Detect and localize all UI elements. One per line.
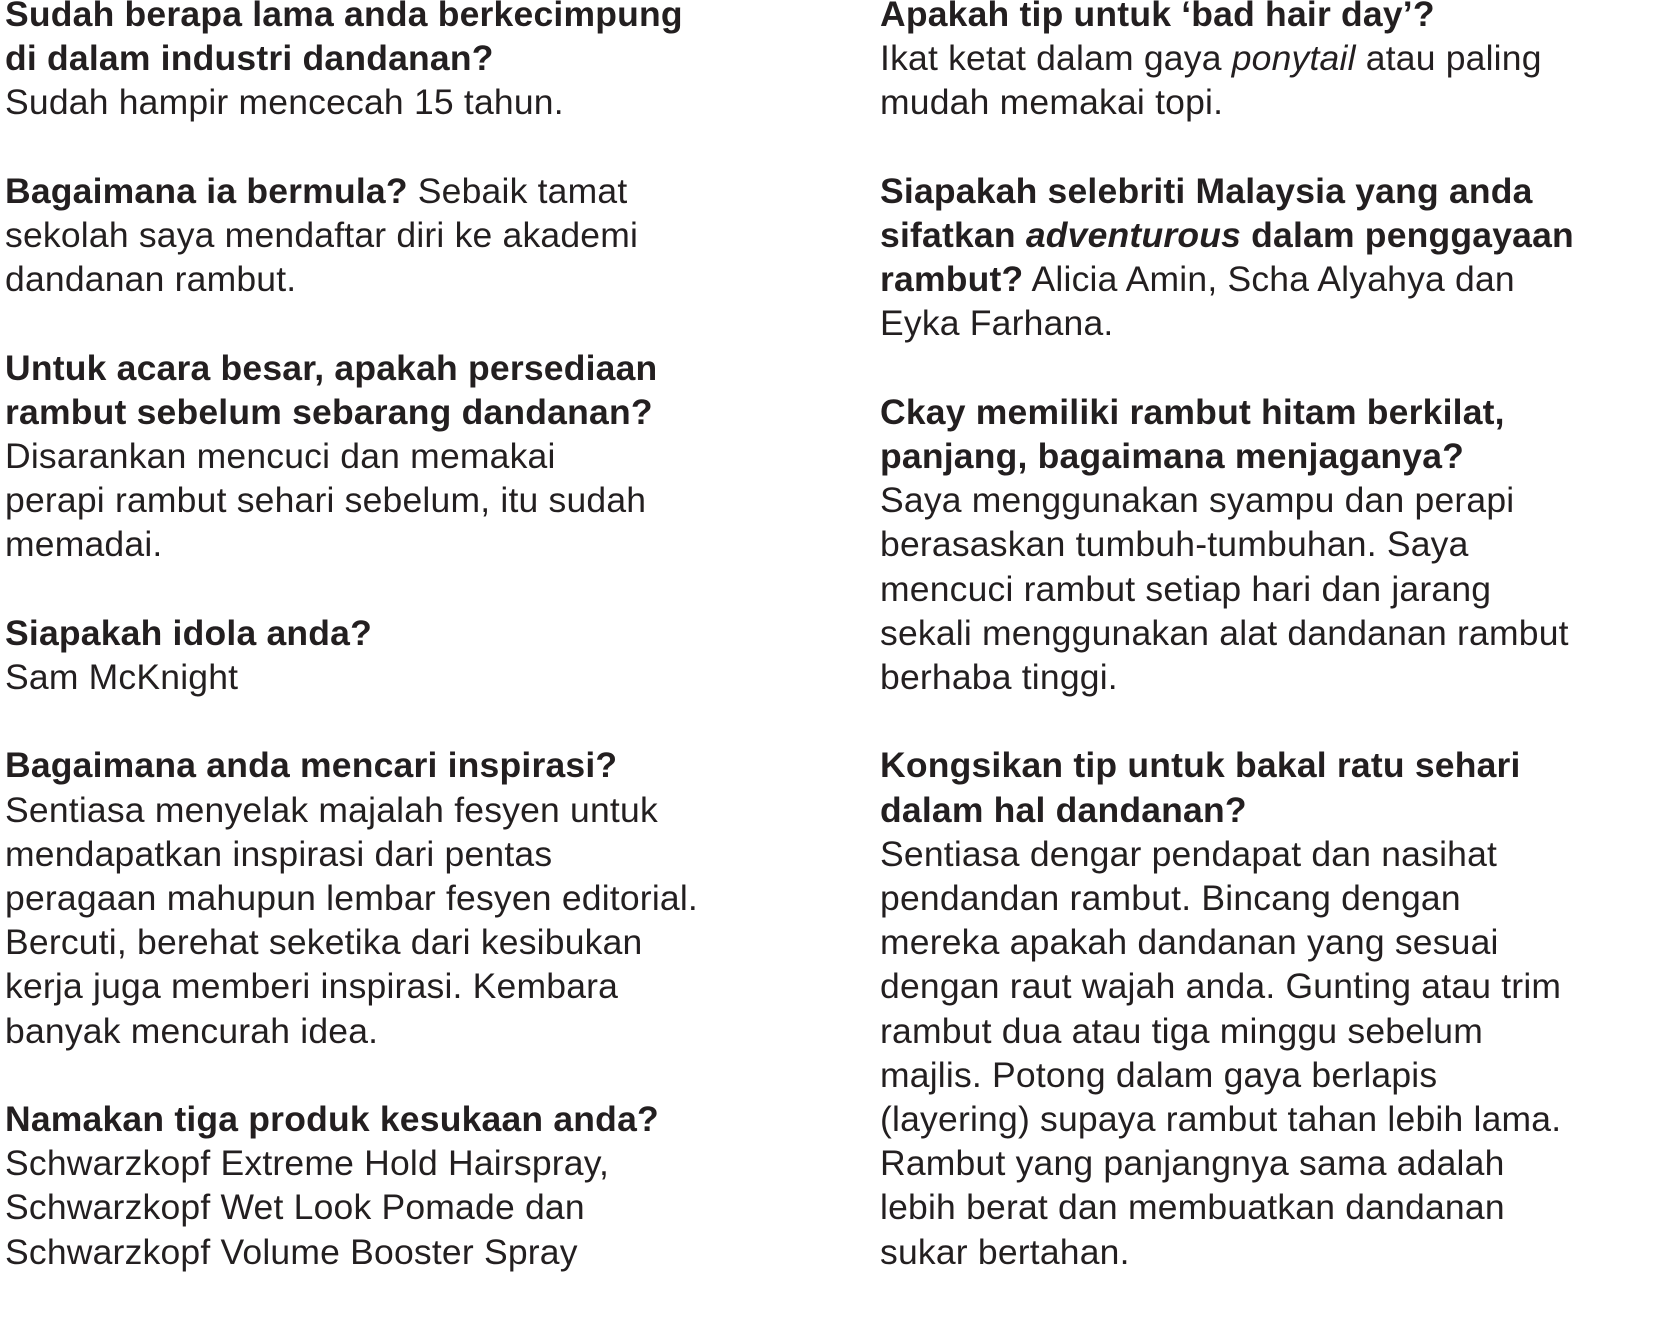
question-italic-term: adventurous [1025, 215, 1242, 255]
answer-line: Sentiasa menyelak majalah fesyen untuk [5, 789, 658, 830]
answer-line: sukar bertahan. [880, 1231, 1130, 1272]
question-line [880, 213, 1680, 257]
answer-line: peragaan mahupun lembar fesyen editorial. [5, 878, 698, 918]
qa-bad-hair-day [880, 0, 1680, 125]
answer-text: Alicia Amin, Scha Alyahya dan [1023, 259, 1515, 300]
question-line: dalam hal dandanan? [880, 789, 1247, 830]
answer-line: memadai. [5, 524, 163, 565]
qa-preparation [5, 346, 855, 567]
answer-line: mendapatkan inspirasi dari pentas [5, 833, 553, 874]
answer-line: sekolah saya mendaftar diri ke akademi [5, 215, 639, 255]
answer-line: (layering) supaya rambut tahan lebih lama. [880, 1099, 1562, 1140]
question-line: Siapakah idola anda? [5, 612, 372, 653]
question-line: Kongsikan tip untuk bakal ratu sehari [880, 745, 1521, 786]
qa-inspiration [5, 743, 855, 1052]
question-line: Ckay memiliki rambut hitam berkilat, [880, 391, 1505, 432]
question-line: Apakah tip untuk ‘bad hair day’? [880, 0, 1435, 34]
answer-line: dandanan rambut. [5, 259, 297, 300]
question-text: Bagaimana ia bermula? [5, 170, 408, 211]
question-text: sifatkan [880, 215, 1026, 255]
qa-bride-tips [880, 743, 1680, 1273]
qa-idol [5, 611, 855, 699]
answer-line: Saya menggunakan syampu dan perapi [880, 480, 1515, 521]
left-column [5, 0, 855, 1318]
answer-line: lebih berat dan membuatkan dandanan [880, 1187, 1505, 1228]
answer-line: banyak mencurah idea. [5, 1010, 379, 1051]
answer-line: dengan raut wajah anda. Gunting atau trim [880, 966, 1562, 1007]
answer-line: Disarankan mencuci dan memakai [5, 436, 556, 476]
qa-inline-line [880, 257, 1680, 301]
qa-adventurous-celebrity [880, 169, 1680, 346]
answer-line: mudah memakai topi. [880, 82, 1224, 123]
question-line: Bagaimana anda mencari inspirasi? [5, 745, 618, 786]
answer-line: berasaskan tumbuh-tumbuhan. Saya [880, 524, 1469, 565]
question-line: Sudah berapa lama anda berkecimpung [5, 0, 683, 34]
question-line: Untuk acara besar, apakah persediaan [5, 347, 658, 388]
answer-line: Sudah hampir mencecah 15 tahun. [5, 82, 564, 123]
answer-line: Schwarzkopf Extreme Hold Hairspray, [5, 1143, 610, 1184]
answer-text: Ikat ketat dalam gaya [880, 38, 1232, 79]
answer-text: atau paling [1355, 38, 1542, 79]
answer-text: Sebaik tamat [407, 170, 628, 211]
answer-line: mereka apakah dandanan yang sesuai [880, 922, 1499, 963]
question-line: Namakan tiga produk kesukaan anda? [5, 1099, 659, 1139]
question-line: rambut sebelum sebarang dandanan? [5, 391, 653, 432]
answer-line: sekali menggunakan alat dandanan rambut [880, 612, 1569, 653]
question-line: Siapakah selebriti Malaysia yang anda [880, 170, 1533, 211]
question-line: panjang, bagaimana menjaganya? [880, 436, 1465, 476]
answer-line: kerja juga memberi inspirasi. Kembara [5, 966, 619, 1007]
answer-line: Bercuti, berehat seketika dari kesibukan [5, 922, 643, 963]
answer-line: rambut dua atau tiga minggu sebelum [880, 1010, 1483, 1051]
qa-how-it-started [5, 169, 855, 302]
answer-line: Sentiasa dengar pendapat dan nasihat [880, 833, 1498, 874]
question-text: rambut? [880, 259, 1024, 300]
right-column [880, 0, 1680, 1318]
answer-line: mencuci rambut setiap hari dan jarang [880, 568, 1492, 609]
qa-hair-care [880, 390, 1680, 699]
answer-line: berhaba tinggi. [880, 657, 1118, 698]
qa-favourite-products [5, 1097, 855, 1274]
answer-line: perapi rambut sehari sebelum, itu sudah [5, 480, 647, 521]
answer-line: Schwarzkopf Volume Booster Spray [5, 1231, 578, 1272]
answer-line: Eyka Farhana. [880, 303, 1114, 344]
qa-inline-line [5, 169, 855, 213]
answer-line: Sam McKnight [5, 657, 239, 697]
answer-line [880, 36, 1680, 80]
answer-line: majlis. Potong dalam gaya berlapis [880, 1054, 1438, 1095]
answer-line: pendandan rambut. Bincang dengan [880, 878, 1461, 919]
answer-line: Schwarzkopf Wet Look Pomade dan [5, 1187, 585, 1228]
answer-italic-term: ponytail [1231, 38, 1356, 79]
question-line: di dalam industri dandanan? [5, 38, 494, 79]
question-text: dalam penggayaan [1241, 215, 1574, 255]
answer-line: Rambut yang panjangnya sama adalah [880, 1143, 1505, 1184]
qa-industry-duration [5, 0, 855, 125]
